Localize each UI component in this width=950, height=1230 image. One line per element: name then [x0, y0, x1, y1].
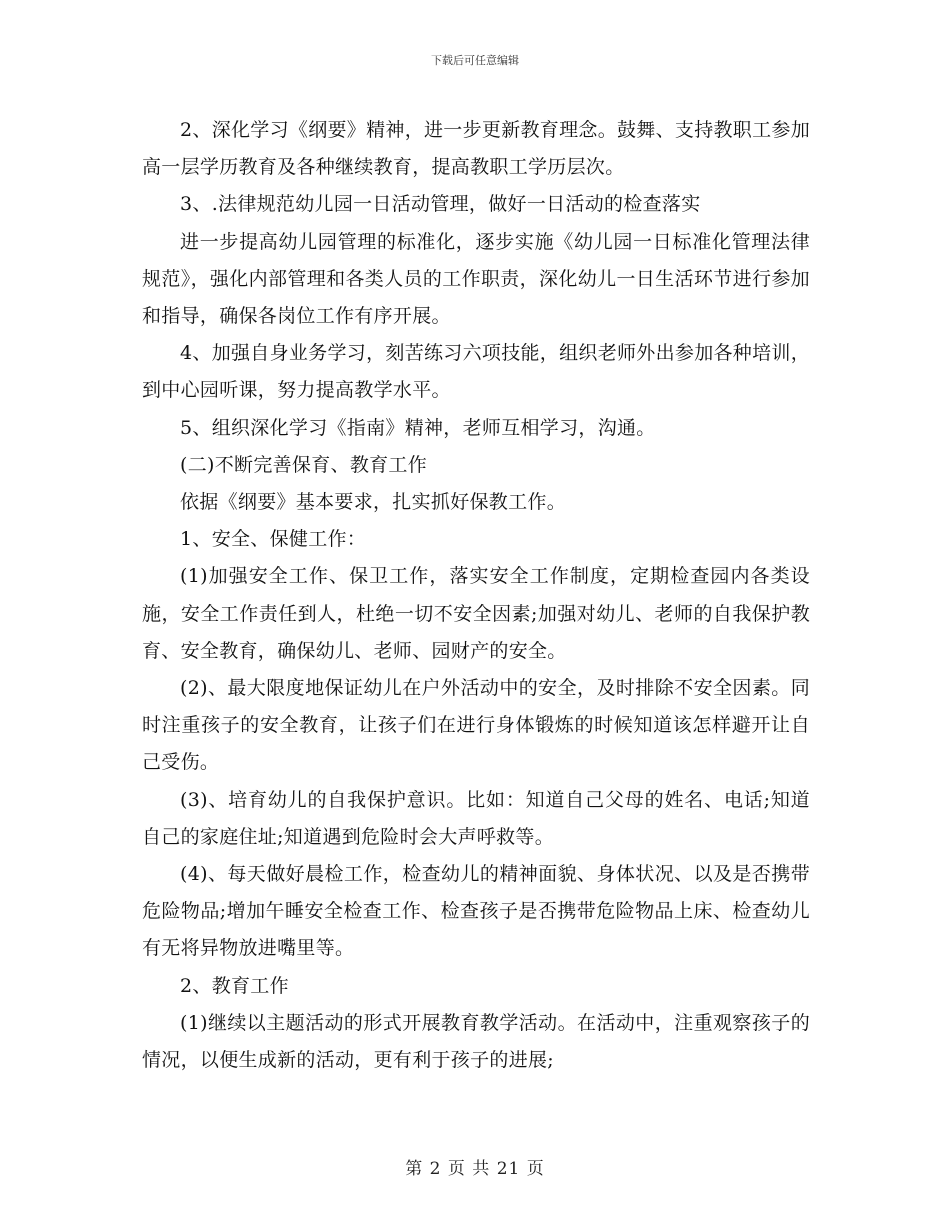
paragraph-10: (2)、最大限度地保证幼儿在户外活动中的安全，及时排除不安全因素。同时注重孩子的安全教育，让孩子们在进行身体锻炼的时候知道该怎样避开让自己受伤。: [142, 677, 810, 774]
document-body: [142, 112, 810, 1079]
paragraph-3: 进一步提高幼儿园管理的标准化，逐步实施《幼儿园一日标准化管理法律规范》，强化内部管理和各类人员的工作职责，深化幼儿一日生活环节进行参加和指导，确保各岗位工作有序开展。: [142, 230, 810, 328]
paragraph-4: 4、加强自身业务学习，刻苦练习六项技能，组织老师外出参加各种培训，到中心园听课，努力提高教学水平。: [142, 342, 810, 402]
paragraph-7: 依据《纲要》基本要求，扎实抓好保教工作。: [180, 491, 567, 514]
paragraph-9: (1)加强安全工作、保卫工作，落实安全工作制度，定期检查园内各类设施，安全工作责任到人，杜绝一切不安全因素;加强对幼儿、老师的自我保护教育、安全教育，确保幼儿、老师、园财产的安全。: [142, 565, 810, 662]
paragraph-11: (3)、培育幼儿的自我保护意识。比如：知道自己父母的姓名、电话;知道自己的家庭住址;知道遇到危险时会大声呼救等。: [142, 788, 810, 848]
paragraph-2: 3、.法律规范幼儿园一日活动管理，做好一日活动的检查落实: [180, 193, 701, 216]
paragraph-5: 5、组织深化学习《指南》精神，老师互相学习，沟通。: [180, 416, 656, 439]
paragraph-12: (4)、每天做好晨检工作，检查幼儿的精神面貌、身体状况、以及是否携带危险物品;增加午睡安全检查工作、检查孩子是否携带危险物品上床、检查幼儿有无将异物放进嘴里等。: [142, 863, 810, 960]
subheading-education: 2、教育工作: [180, 974, 289, 997]
section-heading: (二)不断完善保育、教育工作: [180, 453, 428, 476]
paragraph-14: (1)继续以主题活动的形式开展教育教学活动。在活动中，注重观察孩子的情况，以便生成新的活动，更有利于孩子的进展;: [142, 1011, 810, 1072]
page-number: 第 2 页 共 21 页: [405, 1159, 545, 1179]
page-header: 下载后可任意编辑: [431, 54, 519, 67]
subheading-safety: 1、安全、保健工作：: [180, 528, 367, 551]
paragraph-1: 2、深化学习《纲要》精神，进一步更新教育理念。鼓舞、支持教职工参加高一层学历教育及各种继续教育，提高教职工学历层次。: [142, 119, 810, 179]
